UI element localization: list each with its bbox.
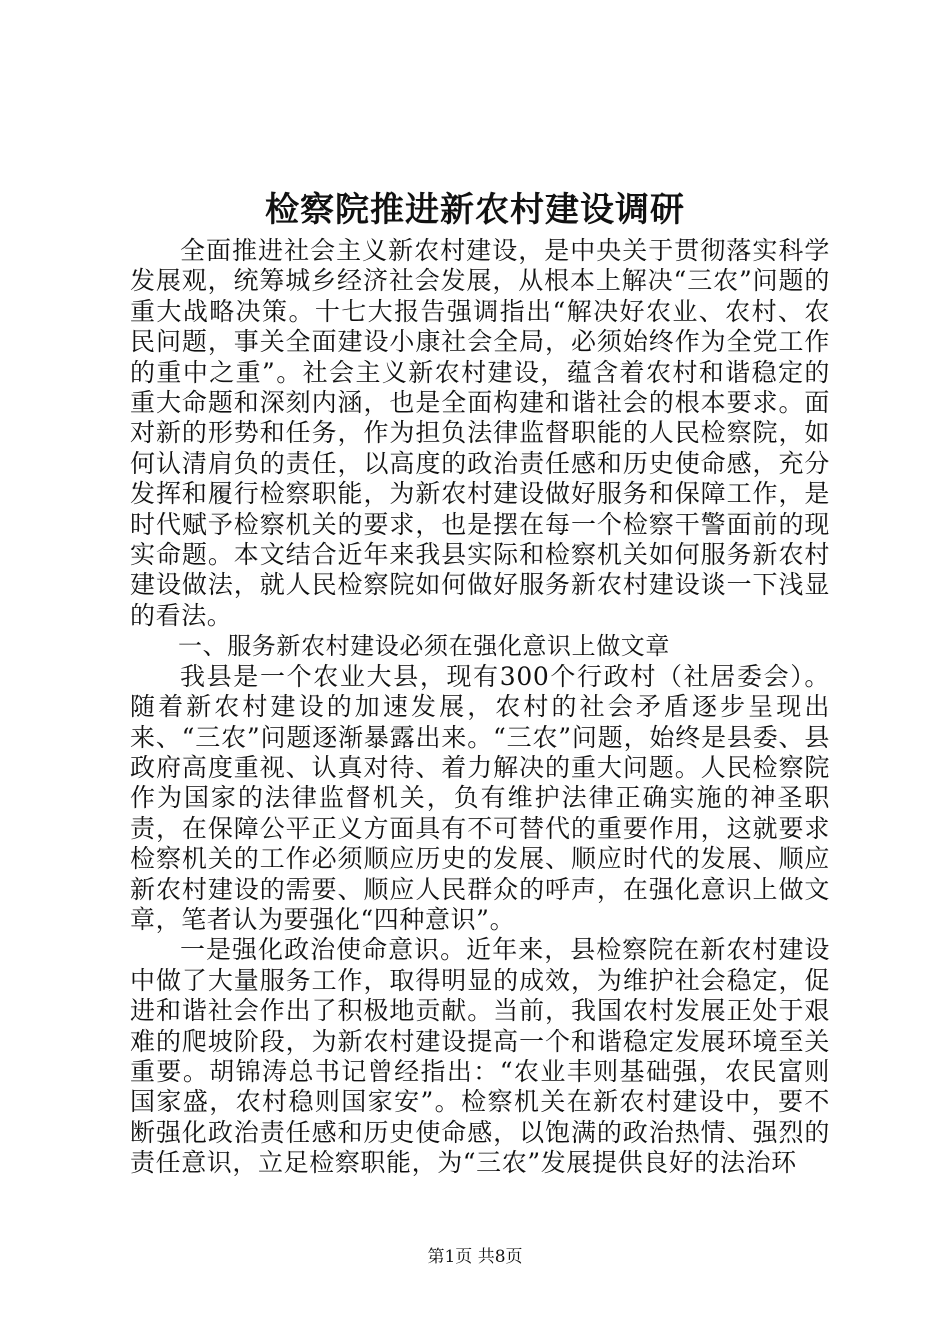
page-number: 第1页 共8页 [427,1247,523,1267]
document-title: 检察院推进新农村建设调研 [265,190,685,230]
body-paragraph: 一是强化政治使命意识。近年来，县检察院在新农村建设中做了大量服务工作，取得明显的成效，为维护社会稳定，促进和谐社会作出了积极地贡献。当前，我国农村发展正处于艰难的爬坡阶段，为新农村建设提高一个和谐稳定发展环境至关重要。胡锦涛总书记曾经指出：“农业丰则基础强，农民富则国家盛，农村稳则国家安”。检察机关在新农村建设中，要不断强化政治责任感和历史使命感，以饱满的政治热情、强烈的责任意识，立足检察职能，为“三农”发展提供良好的法治环 [130,935,830,1178]
section-heading: 一、服务新农村建设必须在强化意识上做文章 [178,632,670,661]
intro-paragraph: 全面推进社会主义新农村建设，是中央关于贯彻落实科学发展观，统筹城乡经济社会发展，从根本上解决“三农”问题的重大战略决策。十七大报告强调指出“解决好农业、农村、农民问题，事关全面建设小康社会全局，必须始终作为全党工作的重中之重”。社会主义新农村建设，蕴含着农村和谐稳定的重大命题和深刻内涵，也是全面构建和谐社会的根本要求。面对新的形势和任务，作为担负法律监督职能的人民检察院，如何认清肩负的责任，以高度的政治责任感和历史使命感，充分发挥和履行检察职能，为新农村建设做好服务和保障工作，是时代赋予检察机关的要求，也是摆在每一个检察干警面前的现实命题。本文结合近年来我县实际和检察机关如何服务新农村建设做法，就人民检察院如何做好服务新农村建设谈一下浅显的看法。 [130,236,830,630]
document-body [130,236,830,1179]
body-paragraph: 我县是一个农业大县，现有300个行政村（社居委会）。随着新农村建设的加速发展，农村的社会矛盾逐步呈现出来、“三农”问题逐渐暴露出来。“三农”问题，始终是县委、县政府高度重视、认真对待、着力解决的重大问题。人民检察院作为国家的法律监督机关，负有维护法律正确实施的神圣职责，在保障公平正义方面具有不可替代的重要作用，这就要求检察机关的工作必须顺应历史的发展、顺应时代的发展、顺应新农村建设的需要、顺应人民群众的呼声，在强化意识上做文章，笔者认为要强化“四种意识”。 [130,661,830,934]
